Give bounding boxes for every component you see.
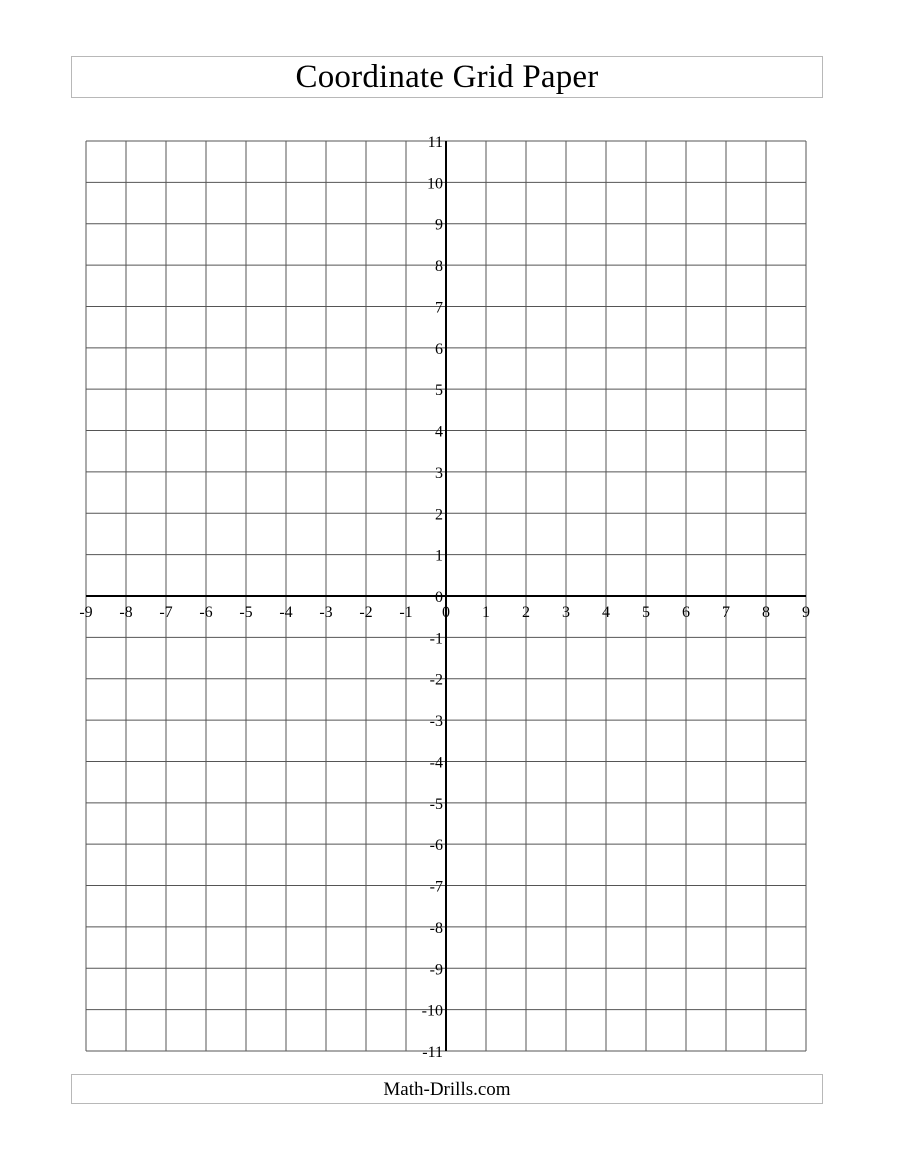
x-tick-label: 0 [442, 604, 450, 621]
y-tick-label: -2 [429, 671, 443, 689]
y-tick-label: 2 [435, 506, 443, 524]
y-tick-label: -11 [422, 1044, 443, 1061]
y-tick-label: 4 [435, 423, 443, 441]
page-title: Coordinate Grid Paper [295, 58, 599, 95]
x-tick-label: 5 [642, 604, 650, 621]
x-tick-label: -5 [239, 604, 253, 621]
y-tick-label: -1 [429, 630, 443, 648]
x-tick-label: -8 [119, 604, 133, 621]
x-tick-label: -4 [279, 604, 293, 621]
y-tick-label: 0 [435, 589, 443, 606]
x-tick-label: -6 [199, 604, 213, 621]
y-tick-label: 5 [435, 382, 443, 400]
x-tick-label: -1 [399, 604, 413, 621]
x-tick-label: -3 [319, 604, 333, 621]
y-tick-label: 6 [435, 340, 443, 358]
x-tick-label: -2 [359, 604, 373, 621]
x-tick-label: 9 [802, 604, 810, 621]
x-tick-label: -7 [159, 604, 173, 621]
y-tick-label: -5 [429, 795, 443, 813]
y-tick-label: -7 [429, 878, 443, 896]
x-tick-label: 4 [602, 604, 610, 621]
y-tick-label: -8 [429, 919, 443, 937]
y-tick-label: -10 [421, 1002, 443, 1020]
x-tick-label: -9 [79, 604, 93, 621]
y-tick-label: 7 [435, 299, 443, 317]
y-tick-label: -4 [429, 754, 443, 772]
footer-box [71, 1074, 823, 1104]
y-tick-label: -6 [429, 837, 443, 855]
x-tick-label: 7 [722, 604, 730, 621]
y-tick-label: -9 [429, 961, 443, 979]
x-tick-label: 1 [482, 604, 490, 621]
y-tick-label: -3 [429, 713, 443, 731]
footer-credit: Math-Drills.com [383, 1078, 511, 1100]
x-tick-label: 6 [682, 604, 690, 621]
x-tick-label: 2 [522, 604, 530, 621]
x-tick-label: 3 [562, 604, 570, 621]
y-tick-label: 3 [435, 464, 443, 482]
y-tick-label: 9 [435, 216, 443, 234]
y-tick-label: 1 [435, 547, 443, 565]
y-tick-label: 10 [427, 175, 443, 193]
x-tick-label: 8 [762, 604, 770, 621]
y-tick-label: 8 [435, 258, 443, 276]
y-tick-label: 11 [427, 134, 443, 151]
